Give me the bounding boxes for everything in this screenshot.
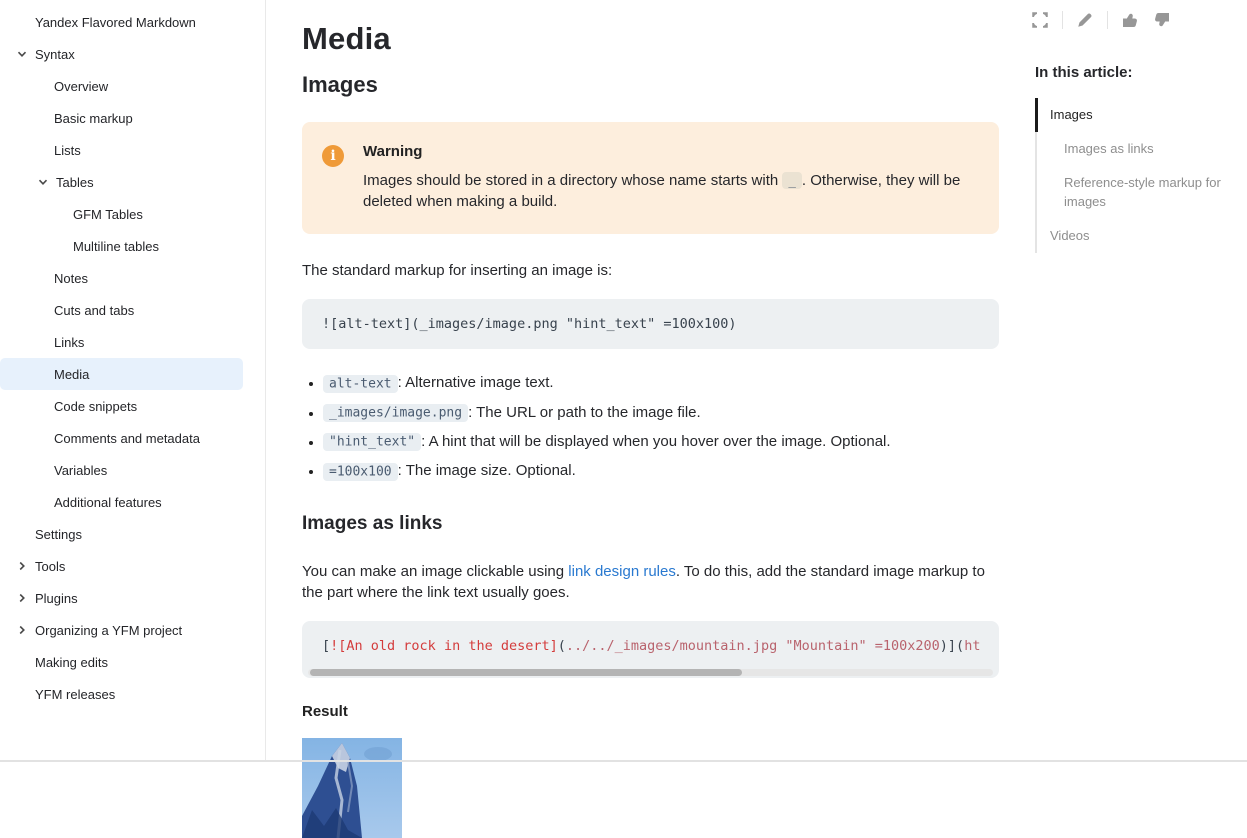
- sidebar-item-label: GFM Tables: [73, 206, 143, 222]
- warning-body: Images should be stored in a directory whose name starts with _ . Otherwise, they will be deleted when making a build.: [363, 172, 961, 210]
- image-params-list: [302, 373, 999, 481]
- inline-code: alt-text: [323, 375, 398, 393]
- sidebar-item-yandex-flavored-markdown[interactable]: [0, 6, 243, 38]
- sidebar-item-label: Making edits: [35, 654, 108, 670]
- edit-pencil-icon[interactable]: [1076, 11, 1094, 29]
- list-item: • "hint_text" : A hint that will be displayed when you hover over the image. Optional.: [323, 432, 999, 452]
- sidebar-item-label: Organizing a YFM project: [35, 622, 183, 638]
- inline-code: =100x100: [323, 463, 398, 481]
- sidebar-item-variables[interactable]: [0, 454, 243, 486]
- sidebar-item-label: Tools: [35, 558, 66, 574]
- sidebar-item-label: Cuts and tabs: [54, 302, 135, 318]
- sidebar-item-overview[interactable]: [0, 70, 243, 102]
- horizontal-scrollbar[interactable]: [308, 669, 993, 676]
- sidebar-item-yfm-releases[interactable]: [0, 678, 243, 710]
- in-this-article-panel: [1035, 64, 1231, 253]
- code-block-image-markup: ![alt-text](_images/image.png "hint_text" =100x100): [302, 299, 999, 349]
- toc-item-images[interactable]: Images: [1037, 98, 1231, 132]
- fullscreen-icon[interactable]: [1031, 11, 1049, 29]
- sidebar-item-comments-and-metadata[interactable]: [0, 422, 243, 454]
- sidebar-item-media[interactable]: [0, 358, 243, 390]
- list-item: • =100x100 : The image size. Optional.: [323, 461, 999, 481]
- images-as-links-paragraph: You can make an image clickable using link design rules. To do this, add the standard image markup to the part where the link text usually goes.: [302, 563, 985, 602]
- scrollbar-thumb[interactable]: [310, 669, 742, 676]
- link-design-rules-link[interactable]: link design rules: [568, 563, 676, 581]
- list-item: • _images/image.png : The URL or path to the image file.: [323, 403, 999, 423]
- sidebar-item-label: Basic markup: [54, 110, 133, 126]
- sidebar-item-label: Links: [54, 334, 85, 350]
- sidebar-item-notes[interactable]: [0, 262, 243, 294]
- sidebar-item-label: Variables: [54, 462, 108, 478]
- sidebar-item-additional-features[interactable]: [0, 486, 243, 518]
- section-heading-images: Images: [302, 72, 378, 97]
- sidebar-item-multiline-tables[interactable]: [0, 230, 243, 262]
- code-block-image-link-markup: [![An old rock in the desert](../../_images/mountain.jpg "Mountain" =100x200)](ht: [302, 621, 999, 678]
- sidebar-item-settings[interactable]: [0, 518, 243, 550]
- intro-paragraph: The standard markup for inserting an image is:: [302, 262, 613, 280]
- subsection-heading-images-as-links: Images as links: [302, 513, 443, 535]
- sidebar-item-label: YFM releases: [35, 686, 116, 702]
- toolbar-divider: [1107, 11, 1108, 29]
- chevron-icon[interactable]: [16, 592, 33, 604]
- sidebar-item-label: Notes: [54, 270, 88, 286]
- sidebar-list: [0, 6, 265, 710]
- inline-code: _images/image.png: [323, 404, 468, 422]
- article-content: [302, 0, 999, 838]
- toc-list: [1035, 98, 1231, 253]
- result-mountain-image[interactable]: [302, 738, 402, 838]
- chevron-icon[interactable]: [16, 560, 33, 572]
- sidebar-item-label: Plugins: [35, 590, 78, 606]
- sidebar-item-label: Lists: [54, 142, 81, 158]
- inline-code: "hint_text": [323, 433, 421, 451]
- sidebar-item-label: Media: [54, 366, 90, 382]
- sidebar-item-label: Syntax: [35, 46, 75, 62]
- warning-callout: [302, 122, 999, 234]
- article-toolbar: [1031, 11, 1170, 29]
- sidebar-item-syntax[interactable]: [0, 38, 243, 70]
- warning-info-icon: i: [322, 145, 344, 167]
- sidebar-item-making-edits[interactable]: [0, 646, 243, 678]
- sidebar-item-tools[interactable]: [0, 550, 243, 582]
- page-title: Media: [302, 21, 391, 56]
- sidebar-item-label: Settings: [35, 526, 82, 542]
- sidebar-item-plugins[interactable]: [0, 582, 243, 614]
- sidebar-item-label: Code snippets: [54, 398, 138, 414]
- chevron-icon[interactable]: [16, 48, 33, 60]
- sidebar-item-basic-markup[interactable]: [0, 102, 243, 134]
- sidebar-item-label: Overview: [54, 78, 109, 94]
- sidebar-item-links[interactable]: [0, 326, 243, 358]
- sidebar-item-code-snippets[interactable]: [0, 390, 243, 422]
- warning-content: [363, 143, 975, 212]
- list-item: • alt-text : Alternative image text.: [323, 373, 999, 393]
- toc-item-reference-style-markup-for-images[interactable]: Reference-style markup for images: [1064, 175, 1221, 209]
- sidebar-item-tables[interactable]: [0, 166, 243, 198]
- sidebar-item-label: Yandex Flavored Markdown: [35, 14, 196, 30]
- sidebar-item-organizing-a-yfm-project[interactable]: [0, 614, 243, 646]
- inline-code: _: [782, 172, 802, 189]
- sidebar-item-label: Tables: [56, 174, 94, 190]
- result-label: Result: [302, 703, 348, 721]
- toc-item-videos[interactable]: Videos: [1050, 227, 1090, 243]
- chevron-icon[interactable]: [16, 624, 33, 636]
- toc-item-images-as-links[interactable]: Images as links: [1064, 141, 1154, 157]
- sidebar-item-lists[interactable]: [0, 134, 243, 166]
- toolbar-divider: [1062, 11, 1063, 29]
- sidebar-item-gfm-tables[interactable]: [0, 198, 243, 230]
- warning-title: Warning: [363, 143, 423, 160]
- sidebar-nav: [0, 0, 266, 762]
- thumbs-down-icon[interactable]: [1152, 11, 1170, 29]
- chevron-icon[interactable]: [37, 176, 54, 188]
- sidebar-item-label: Multiline tables: [73, 238, 159, 254]
- toc-title: In this article:: [1035, 64, 1133, 81]
- sidebar-item-label: Comments and metadata: [54, 430, 200, 446]
- sidebar-item-cuts-and-tabs[interactable]: [0, 294, 243, 326]
- sidebar-item-label: Additional features: [54, 494, 162, 510]
- thumbs-up-icon[interactable]: [1121, 11, 1139, 29]
